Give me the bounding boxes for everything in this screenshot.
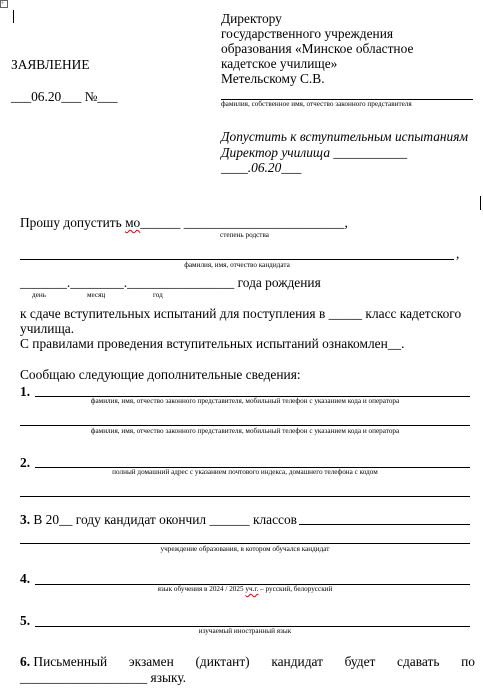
addressee-line: государственного учреждения: [221, 26, 394, 41]
table-move-handle-icon[interactable]: +: [0, 0, 8, 8]
item2-answer-line-2[interactable]: [20, 496, 470, 497]
item3-text: В 20__ году кандидат окончил ______ классов: [30, 512, 297, 527]
additional-info-heading: Сообщаю следующие дополнительные сведения:: [20, 367, 301, 382]
resolution-date: ____.06.20___: [221, 160, 302, 175]
item6-word: (диктант): [195, 654, 250, 669]
page-title: ЗАЯВЛЕНИЕ: [11, 57, 90, 72]
day-caption: день: [32, 291, 46, 299]
item1-caption: фамилия, имя, отчество законного представителя, мобильный телефон с указанием кода и оператора: [90, 397, 400, 405]
resolution-line: Допустить к вступительным испытаниям: [221, 129, 468, 144]
representative-fio-caption: фамилия, собственное имя, отчество законного представителя: [221, 100, 412, 108]
item4-caption: [20, 585, 470, 594]
item-number: 1.: [20, 384, 31, 399]
resolution-signature: Директор училища ___________: [221, 145, 408, 160]
year-caption: год: [153, 291, 163, 299]
item-number: 5.: [20, 613, 31, 628]
item-number: 4.: [20, 571, 31, 586]
item6-language-line: ___________________ языку.: [20, 670, 187, 685]
rules-acknowledgement: С правилами проведения вступительных испытаний ознакомлен__.: [20, 336, 405, 351]
item1-answer-line-2[interactable]: [20, 425, 470, 426]
birth-date-line: _______.________.________________ года рождения: [20, 275, 321, 290]
addressee-line: Директору: [221, 11, 282, 26]
item-number: 2.: [20, 455, 31, 470]
addressee-line: кадетское училище»: [221, 56, 338, 71]
month-caption: месяц: [87, 291, 106, 299]
candidate-fio-comma: ,: [456, 246, 460, 261]
item-number: 3.: [20, 512, 31, 527]
item5-caption: изучаемый иностранный язык: [198, 627, 292, 635]
item1-caption-2: фамилия, имя, отчество законного представителя, мобильный телефон с указанием кода и оператора: [90, 427, 400, 435]
item3-answer-line[interactable]: [299, 524, 470, 525]
item6-word: будет: [344, 654, 376, 669]
item-number: 6.: [20, 654, 31, 669]
admission-line: к сдаче вступительных испытаний для поступления в _____ класс кадетского: [20, 306, 462, 321]
request-suffix: ______ ________________________,: [140, 215, 348, 230]
text-cursor: [13, 10, 14, 23]
item6-word: Письменный: [33, 654, 108, 669]
item4-caption-suffix: – русский, белорусский: [258, 585, 333, 593]
item4-caption-prefix: язык обучения в 2024 / 2025: [157, 585, 246, 593]
item6-word: сдавать: [397, 654, 440, 669]
request-spellcheck-word: мо: [125, 215, 141, 230]
kinship-caption: степень родства: [220, 231, 269, 239]
registration-number-date: ___06.20___ №___: [11, 89, 118, 104]
item2-caption: полный домашний адрес с указанием почтового индекса, домашнего телефона с кодом: [112, 468, 378, 476]
request-prefix: Прошу допустить: [20, 215, 126, 230]
addressee-line: образования «Минское областное: [221, 41, 414, 56]
candidate-fio-caption: фамилия, имя, отчество кандидата: [184, 261, 290, 269]
item3-answer-line-2[interactable]: [20, 543, 470, 544]
item6-word: кандидат: [271, 654, 323, 669]
item4-caption-spellcheck-word: уч.г.: [245, 585, 259, 593]
candidate-fio-line[interactable]: [20, 259, 454, 260]
admission-line-continued: училища.: [20, 321, 75, 336]
margin-mark: [480, 196, 481, 210]
item3-line: [20, 512, 297, 527]
item6-word: экзамен: [128, 654, 174, 669]
item3-caption: учреждение образования, в котором обучался кандидат: [160, 545, 330, 553]
addressee-line: Метельскому С.В.: [221, 71, 325, 86]
item6-line: [20, 654, 475, 669]
request-line: [20, 215, 348, 230]
item6-word: по: [461, 654, 475, 669]
